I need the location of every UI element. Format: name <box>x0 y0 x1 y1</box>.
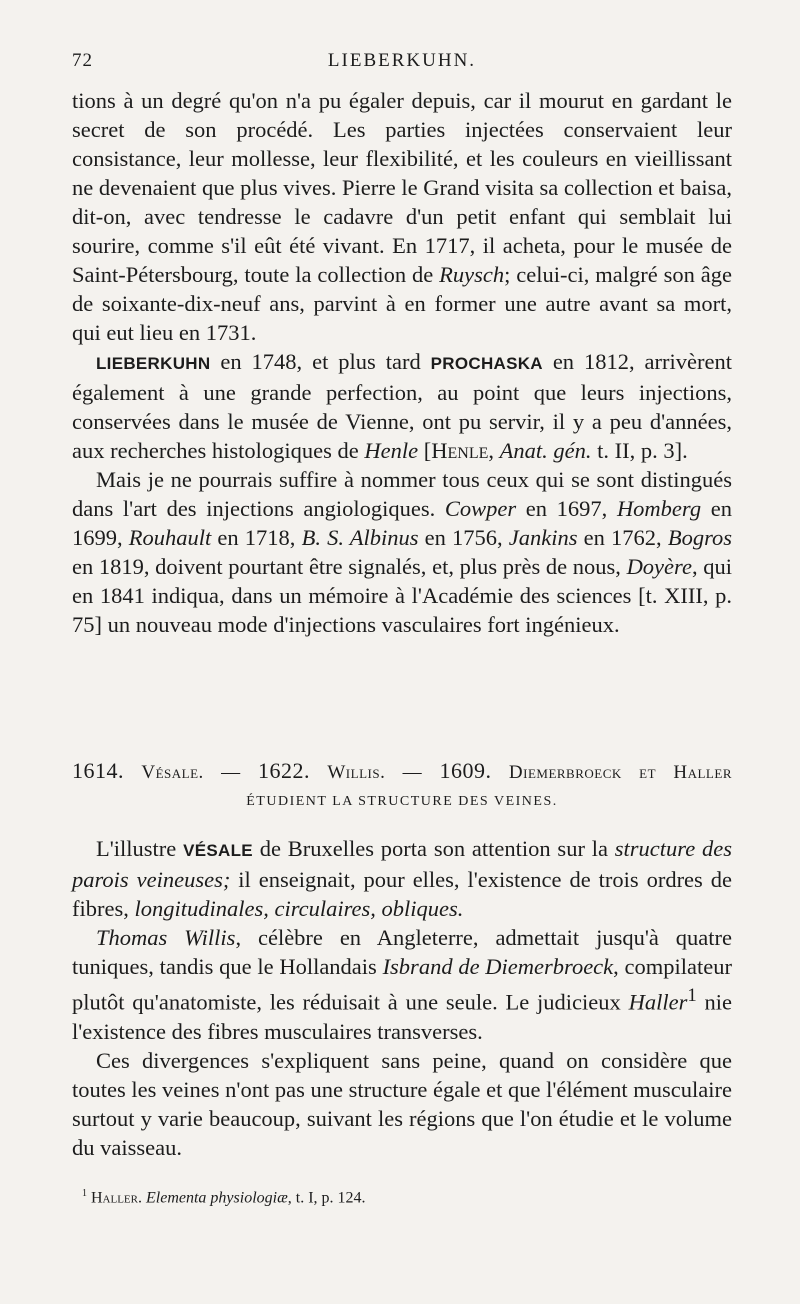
paragraph-divergences: Ces divergences s'expliquent sans peine, quand on considère que toutes les veines n'ont pas une structure égale et que l'élément musculaire surtout y varie beaucoup, suivant les régions que l'on étudie et le volume du vaisseau. <box>72 1047 732 1160</box>
name-doyere: Doyère <box>626 554 692 579</box>
name-homberg: Homberg <box>616 496 702 521</box>
name-willis: Thomas Willis <box>96 925 236 950</box>
footnote-ref[interactable]: 1 <box>687 985 697 1006</box>
paragraph-injections: Mais je ne pourrais suffire à nommer tous ceux qui se sont distingués dans l'art des injections angiologiques. Cowper en 1697, Homberg en 1699, Rouhault en 1718, B. S. Albinus en 1756, Jankins en 1762, Bogros en 1819, doivent pourtant être signalés, et, plus près de nous, Doyère, qui en 1841 indiqua, dans un mémoire à l'Académie des sciences [t. XIII, p. 75] un nouveau mode d'injections vasculaires fort ingénieux. <box>72 467 733 637</box>
page-header <box>72 50 732 80</box>
body-text-bottom <box>72 834 732 1162</box>
name-prochaska: PROCHASKA <box>430 354 543 373</box>
section-heading-line2: ÉTUDIENT LA STRUCTURE DES VEINES. <box>246 794 558 809</box>
page-number: 72 <box>72 50 93 71</box>
name-bogros: Bogros <box>667 525 733 550</box>
name-isbrand: Isbrand de Diemerbroeck <box>382 954 614 979</box>
footnote-author: Haller <box>91 1189 138 1207</box>
body-text-top <box>72 86 732 639</box>
paragraph-willis: Thomas Willis, célèbre en Angleterre, admettait jusqu'à quatre tuniques, tandis que le Hollandais Isbrand de Diemerbroeck, compilateur plutôt qu'anatomiste, les réduisait à une seule. Le judicieux Haller$^1$ nie l'existence des fibres musculaires transverses. <box>72 925 732 1044</box>
name-jankins: Jankins <box>508 525 578 550</box>
name-vesale: VÉSALE <box>183 841 253 860</box>
footnote-work: Elementa physiologiæ <box>146 1189 288 1207</box>
name-albinus: B. S. Albinus <box>301 525 419 550</box>
paragraph-lieberkuhn: LIEBERKUHN en 1748, et plus tard PROCHASKA en 1812, arrivèrent également à une grande perfection, au point que leurs injections, conservées dans le musée de Vienne, ont pu servir, il y a peu d'années, aux recherches histologiques de Henle [Henle, Anat. gén. t. II, p. 3]. <box>72 349 732 463</box>
running-title: LIEBERKUHN. <box>327 50 477 71</box>
name-haller: Haller <box>628 989 688 1015</box>
footnote-mark: 1 <box>82 1188 87 1199</box>
name-ruysch: Ruysch <box>439 262 505 287</box>
citation-anat: Anat. gén. <box>499 438 592 463</box>
paragraph-ruysch: tions à un degré qu'on n'a pu égaler depuis, car il mourut en gardant le secret de son procédé. Les parties injectées conservaient leur consistance, leur mollesse, leur flexibilité, et les couleurs en vieillissant ne devenaient que plus vives. Pierre le Grand visita sa collection et baisa, dit-on, avec tendresse le cadavre d'un petit enfant qui semblait lui sourire, comme s'il eût été vivant. En 1717, il acheta, pour le musée de Saint-Pétersbourg, toute la collection de Ruysch; celui-ci, malgré son âge de soixante-dix-neuf ans, parvint à en former une autre avant sa mort, qui eut lieu en 1731. <box>72 88 733 345</box>
name-henle: Henle <box>364 438 419 463</box>
footnote: $^1$ Haller. Elementa physiologiæ, t. I, p. 124. <box>82 1188 366 1207</box>
section-heading-line1: 1614. Vésale. — 1622. Willis. — 1609. Diemerbroeck et Haller <box>72 758 732 783</box>
name-rouhault: Rouhault <box>128 525 212 550</box>
name-cowper: Cowper <box>444 496 517 521</box>
paragraph-vesale: L'illustre VÉSALE de Bruxelles porta son attention sur la structure des parois veineuses; il enseignait, pour elles, l'existence de trois ordres de fibres, longitudinales, circulaires, obliques. <box>72 836 732 921</box>
section-heading <box>72 756 732 816</box>
name-lieberkuhn: LIEBERKUHN <box>96 354 211 373</box>
citation-henle: Henle <box>431 438 489 463</box>
